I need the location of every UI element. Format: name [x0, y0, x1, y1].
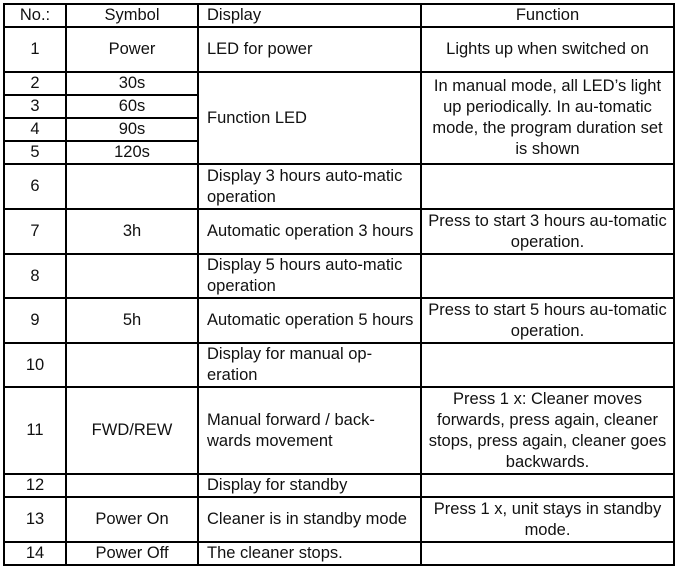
table-row [4, 343, 674, 387]
cell-no: 8 [4, 254, 66, 298]
cell-display: Automatic operation 5 hours [198, 298, 421, 343]
table-row [4, 209, 674, 254]
table-row [4, 72, 674, 95]
cell-no: 14 [4, 542, 66, 565]
cell-function: Press to start 5 hours au-tomatic operation. [421, 298, 674, 343]
cell-display: Cleaner is in standby mode [198, 497, 421, 542]
cell-display: LED for power [198, 27, 421, 72]
cell-no: 1 [4, 27, 66, 72]
cell-no: 10 [4, 343, 66, 387]
cell-display: The cleaner stops. [198, 542, 421, 565]
function-table [3, 3, 675, 566]
table-row [4, 27, 674, 72]
cell-display: Display for manual op-eration [198, 343, 421, 387]
cell-no: 13 [4, 497, 66, 542]
cell-display: Display 3 hours auto-matic operation [198, 164, 421, 209]
cell-no: 7 [4, 209, 66, 254]
cell-no: 6 [4, 164, 66, 209]
header-no: No.: [4, 4, 66, 27]
header-symbol: Symbol [66, 4, 198, 27]
cell-function: Press 1 x, unit stays in standby mode. [421, 497, 674, 542]
cell-symbol: 3h [66, 209, 198, 254]
table-row [4, 164, 674, 209]
cell-no: 9 [4, 298, 66, 343]
cell-symbol: Power Off [66, 542, 198, 565]
cell-symbol: 30s [66, 72, 198, 95]
cell-function [421, 164, 674, 209]
table-row [4, 298, 674, 343]
cell-no: 4 [4, 118, 66, 141]
cell-symbol [66, 343, 198, 387]
cell-display: Automatic operation 3 hours [198, 209, 421, 254]
cell-symbol: 60s [66, 95, 198, 118]
cell-symbol: 5h [66, 298, 198, 343]
cell-function [421, 254, 674, 298]
header-display: Display [198, 4, 421, 27]
header-function: Function [421, 4, 674, 27]
cell-symbol: Power On [66, 497, 198, 542]
table-row [4, 497, 674, 542]
cell-symbol: 120s [66, 141, 198, 164]
table-row [4, 474, 674, 497]
cell-function [421, 542, 674, 565]
cell-display: Function LED [198, 72, 421, 164]
cell-function: In manual mode, all LED’s light up periodically. In au-tomatic mode, the program duration set is shown [421, 72, 674, 164]
cell-symbol: 90s [66, 118, 198, 141]
cell-display: Display for standby [198, 474, 421, 497]
cell-function [421, 343, 674, 387]
cell-no: 5 [4, 141, 66, 164]
cell-function: Press 1 x: Cleaner moves forwards, press again, cleaner stops, press again, cleaner goes backwards. [421, 387, 674, 474]
cell-no: 12 [4, 474, 66, 497]
table-header-row [4, 4, 674, 27]
cell-symbol [66, 474, 198, 497]
cell-no: 2 [4, 72, 66, 95]
cell-no: 3 [4, 95, 66, 118]
cell-display: Manual forward / back-wards movement [198, 387, 421, 474]
cell-function: Press to start 3 hours au-tomatic operation. [421, 209, 674, 254]
cell-function [421, 474, 674, 497]
table-row [4, 254, 674, 298]
cell-symbol: FWD/REW [66, 387, 198, 474]
table-row [4, 387, 674, 474]
cell-function: Lights up when switched on [421, 27, 674, 72]
cell-symbol [66, 164, 198, 209]
cell-no: 11 [4, 387, 66, 474]
cell-symbol [66, 254, 198, 298]
cell-display: Display 5 hours auto-matic operation [198, 254, 421, 298]
cell-symbol: Power [66, 27, 198, 72]
table-row [4, 542, 674, 565]
